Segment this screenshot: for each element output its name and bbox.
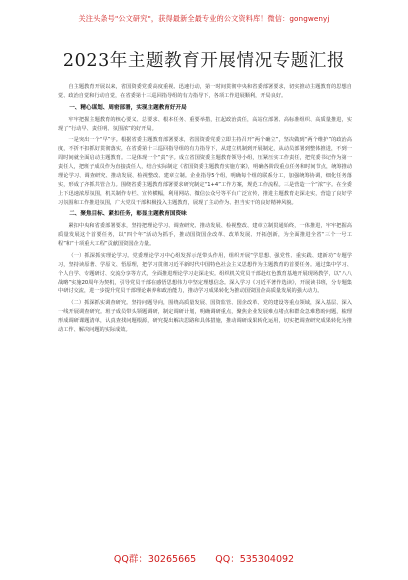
footer-contact (0, 551, 408, 565)
document-title: 2023年主题教育开展情况专题汇报 (62, 51, 346, 71)
intro-paragraph: 自主题教育开展以来，省国资委党委高度重视、迅速行动，第一时间贯彻中央和省委部署要求，切实推动主题教育的思想自觉、政治自觉和行动自觉，在省委第十三巡回指导组的有力指导下，各项工作进展顺利，开局良好。 (58, 84, 352, 99)
header-banner: 关注头条号"公文研究"，获得最新全最专业的公文资料库！微信：gongwenyj (78, 14, 330, 23)
footer-qq-group: QQ群：30265665 (113, 554, 197, 565)
section-2-paragraph: （一）抓深抓实理论学习。党委理论学习中心组发挥示范带头作用，组织开展“学思想、强党性、重实践、建新功”专题学习，坚持读原著、学原文、悟原理，把学习贯彻习近平新时代中国特色社会主义思想作为主题教育的首要任务。通过集中学习、个人自学、专题研讨、交流分享等方式，全面推进理论学习走深走实。组织机关党员干部赴红色教育基地开展现场教学，以“八八战略”实施20周年为契机，引导党员干部在感悟思想伟力中坚定理想信念。深入学习《习近平著作选读》，开展读书班，分专题集中研讨交流，进一步提升党员干部理论素养和政治能力，推动学习成果转化为推动国资国企高质量发展的强大动力。 (58, 252, 352, 295)
section-heading-2: 二、聚焦目标、紧扣任务，彰显主题教育国资味 (69, 211, 187, 218)
footer-qq: QQ：535304092 (215, 554, 295, 565)
section-1-paragraph: 牢牢把握主题教育的核心要义、总要求、根本任务、重要举措，扛起政治责任，高站位部署、高标准组织、高质量推进，实现了“行动早、责任明、氛围浓”的好开局。 (58, 116, 352, 132)
section-2-paragraph: 紧扣中央和省委部署要求，坚持把理论学习、调查研究、推动发展、检视整改、建章立制贯通始终，一体推进，牢牢把握高质量发展这个首要任务，以“四个年”活动为抓手，推动国资国企改革、改革发展、开拓创新，为全面推进全省“三个一号工程”和“十项重大工程”贡献国资国企力量。 (58, 223, 352, 248)
section-2-paragraph: （二）抓深抓实调查研究。坚持问题导向，围绕高质量发展、国资监管、国企改革、党的建设等重点领域，深入基层、深入一线开展调查研究。班子成员带头领题调研，制定调研计划，明确调研重点，聚焦企业发展难点堵点和群众急难愁盼问题，梳理形成调研课题清单，认真查找问题根源，研究提出解决思路和具体措施，推动调研成果转化运用，切实把调查研究成果转化为推动工作、解决问题的实际成效。 (58, 299, 352, 333)
section-1-paragraph: 一是突出一个“早”字。根据省委主题教育部署要求，省国资委党委立即主持召开“两个确立”，坚决做到“两个维护”的政治高度，不折不扣抓好贯彻落实，在省委第十三巡回指导组的有力指导下，从建立机制到开展制定，从动员部署到整体推进，不到一周时间就全面启动主题教育。二是体现一个“责”字。成立省国资委主题教育领导小组，压紧压实工作责任，把党委书记作为第一责任人，把班子成员作为直接责任人，结合实际制定《省国资委主题教育实施方案》，明确各阶段重点任务和时间节点，统筹推动理论学习、调查研究、推动发展、检视整改、建章立制。企业指导5个组，明确每个组的联系分工，加强统筹协调，细化任务落实，形成了齐抓共管合力。围绕省委主题教育部署要求研究制定“1+4”工作方案，规范工作流程。三是营造一个“浓”字。在全委上下迅速浓厚氛围，机关制作专栏、宣传横幅，利用网站、微信公众号等平台广泛宣传，推进主题教育走深走实，营造了良好学习氛围和工作推进氛围，广大党员干部积极投入主题教育，展现了主动作为、担当实干的良好精神风貌。 (58, 137, 352, 206)
section-heading-1: 一、精心谋划、周密部署，实现主题教育好开局 (69, 104, 187, 111)
document-body (58, 83, 352, 538)
